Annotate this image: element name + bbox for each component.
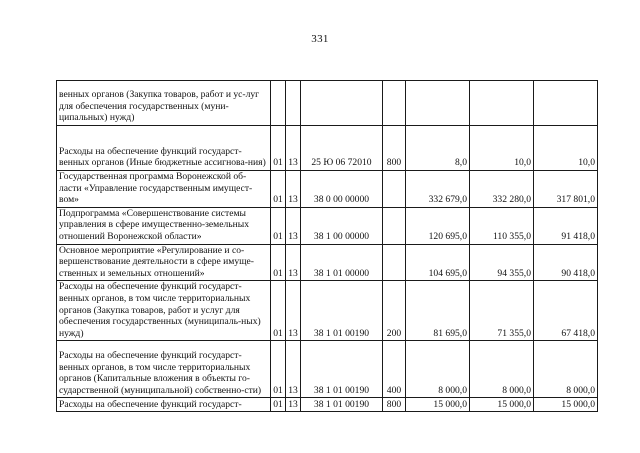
- amount-year-3-cell: [534, 81, 598, 126]
- section-code-cell: [271, 81, 286, 126]
- target-article-cell: 38 1 01 00190: [301, 398, 383, 412]
- amount-year-3-cell: 90 418,0: [534, 244, 598, 281]
- section-code-cell: 01: [271, 171, 286, 208]
- expense-type-cell: [383, 207, 406, 244]
- row-name-cell: Расходы на обеспечение функций государст-венных органов, в том числе территориальных органов (Закупка товаров, работ и услуг для обеспечения государственных (муниципаль-ных) нужд): [57, 281, 271, 341]
- budget-table: [56, 80, 598, 412]
- subsection-code-cell: 13: [286, 341, 301, 398]
- expense-type-cell: 400: [383, 341, 406, 398]
- subsection-code-cell: 13: [286, 281, 301, 341]
- row-name-cell: Расходы на обеспечение функций государст-: [57, 398, 271, 412]
- section-code-cell: 01: [271, 244, 286, 281]
- amount-year-2-cell: [470, 81, 534, 126]
- table-row: [57, 244, 598, 281]
- table-row: [57, 341, 598, 398]
- expense-type-cell: 200: [383, 281, 406, 341]
- amount-year-1-cell: [406, 81, 470, 126]
- subsection-code-cell: 13: [286, 171, 301, 208]
- amount-year-3-cell: 317 801,0: [534, 171, 598, 208]
- row-name-cell: Расходы на обеспечение функций государст-венных органов (Иные бюджетные ассигнова-ния): [57, 126, 271, 171]
- subsection-code-cell: 13: [286, 207, 301, 244]
- expense-type-cell: [383, 244, 406, 281]
- subsection-code-cell: [286, 81, 301, 126]
- amount-year-2-cell: 8 000,0: [470, 341, 534, 398]
- target-article-cell: 38 1 01 00000: [301, 244, 383, 281]
- amount-year-1-cell: 332 679,0: [406, 171, 470, 208]
- row-name-cell: Подпрограмма «Совершенствование системы управления в сфере имущественно-земельных отношений Воронежской области»: [57, 207, 271, 244]
- table-body: [57, 81, 598, 412]
- row-name-cell: венных органов (Закупка товаров, работ и ус-луг для обеспечения государственных (муни-ципальных) нужд): [57, 81, 271, 126]
- section-code-cell: 01: [271, 281, 286, 341]
- amount-year-3-cell: 91 418,0: [534, 207, 598, 244]
- section-code-cell: 01: [271, 207, 286, 244]
- subsection-code-cell: 13: [286, 244, 301, 281]
- amount-year-1-cell: 120 695,0: [406, 207, 470, 244]
- table-row: [57, 281, 598, 341]
- amount-year-1-cell: 104 695,0: [406, 244, 470, 281]
- amount-year-3-cell: 8 000,0: [534, 341, 598, 398]
- target-article-cell: [301, 81, 383, 126]
- target-article-cell: 38 1 01 00190: [301, 341, 383, 398]
- amount-year-3-cell: 10,0: [534, 126, 598, 171]
- section-code-cell: 01: [271, 398, 286, 412]
- row-name-cell: Расходы на обеспечение функций государст-венных органов, в том числе территориальных органов (Капитальные вложения в объекты го-сударственной (муниципальной) собственно-сти): [57, 341, 271, 398]
- section-code-cell: 01: [271, 341, 286, 398]
- amount-year-1-cell: 8,0: [406, 126, 470, 171]
- subsection-code-cell: 13: [286, 126, 301, 171]
- table-row: [57, 126, 598, 171]
- target-article-cell: 25 Ю 06 72010: [301, 126, 383, 171]
- table-row: [57, 207, 598, 244]
- amount-year-1-cell: 8 000,0: [406, 341, 470, 398]
- amount-year-2-cell: 110 355,0: [470, 207, 534, 244]
- amount-year-2-cell: 10,0: [470, 126, 534, 171]
- amount-year-2-cell: 94 355,0: [470, 244, 534, 281]
- table-row: [57, 171, 598, 208]
- expense-type-cell: 800: [383, 398, 406, 412]
- target-article-cell: 38 1 00 00000: [301, 207, 383, 244]
- amount-year-1-cell: 81 695,0: [406, 281, 470, 341]
- section-code-cell: 01: [271, 126, 286, 171]
- subsection-code-cell: 13: [286, 398, 301, 412]
- amount-year-3-cell: 67 418,0: [534, 281, 598, 341]
- amount-year-2-cell: 15 000,0: [470, 398, 534, 412]
- expense-type-cell: [383, 81, 406, 126]
- amount-year-3-cell: 15 000,0: [534, 398, 598, 412]
- target-article-cell: 38 0 00 00000: [301, 171, 383, 208]
- row-name-cell: Основное мероприятие «Регулирование и со-вершенствование деятельности в сфере имуще-ственных и земельных отношений»: [57, 244, 271, 281]
- table-row: [57, 398, 598, 412]
- target-article-cell: 38 1 01 00190: [301, 281, 383, 341]
- expense-type-cell: [383, 171, 406, 208]
- table-row: [57, 81, 598, 126]
- expense-type-cell: 800: [383, 126, 406, 171]
- page-number: 331: [311, 33, 329, 45]
- row-name-cell: Государственная программа Воронежской об-ласти «Управление государственным имущест-вом»: [57, 171, 271, 208]
- amount-year-2-cell: 332 280,0: [470, 171, 534, 208]
- amount-year-1-cell: 15 000,0: [406, 398, 470, 412]
- amount-year-2-cell: 71 355,0: [470, 281, 534, 341]
